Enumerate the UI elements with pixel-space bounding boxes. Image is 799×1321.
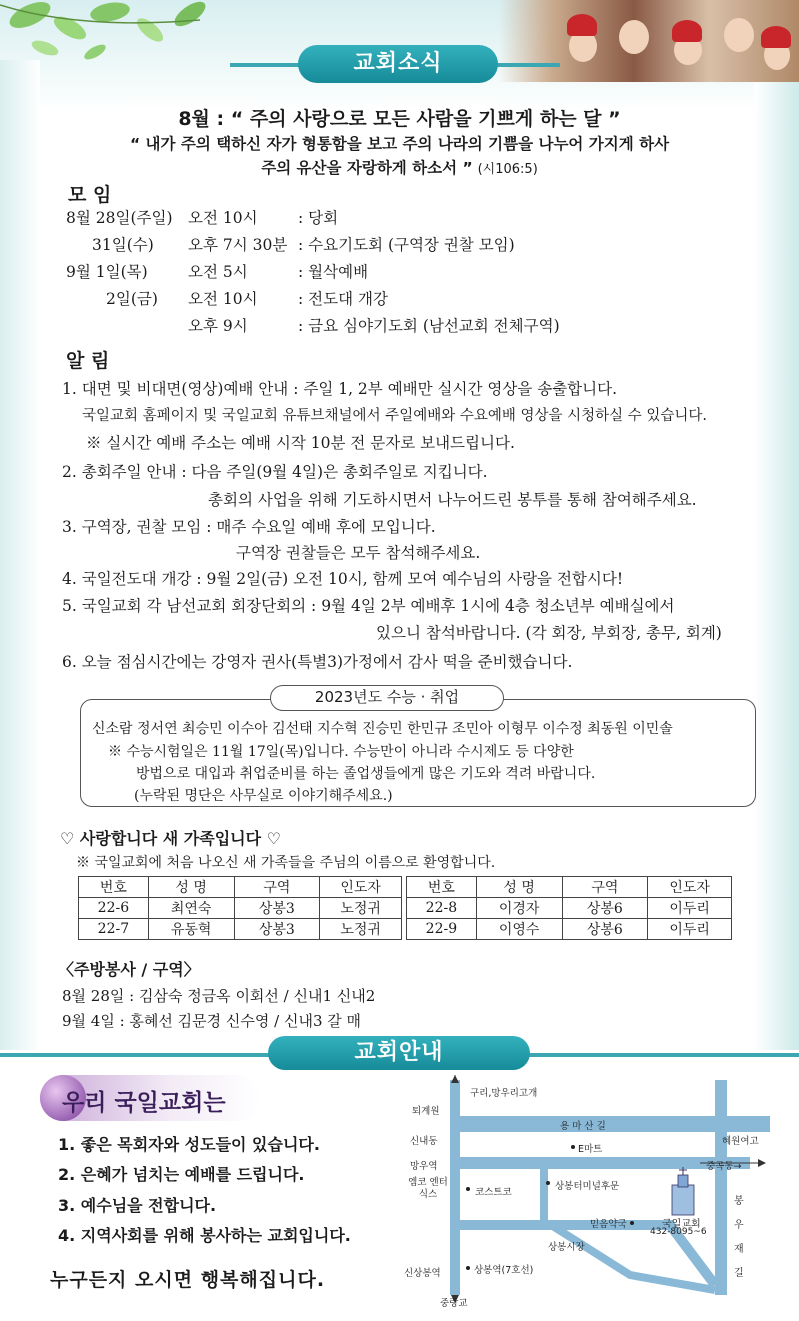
table-cell: 이영수: [476, 919, 562, 940]
meeting-date-1: 31일(수): [92, 236, 154, 254]
notice-line-4: 2. 총회주일 안내 : 다음 주일(9월 4일)은 총회주일로 지킵니다.: [62, 463, 488, 481]
table-cell: 상봉3: [234, 919, 320, 940]
map-church-phone: 432-8095~6: [650, 1227, 707, 1237]
theme-verse-reference: (시106:5): [477, 162, 538, 177]
table-row: [79, 919, 402, 940]
meeting-date-2: 9월 1일(목): [66, 263, 148, 281]
notice-line-7: 구역장 권찰들은 모두 참석해주세요.: [236, 544, 481, 562]
table-cell: 이두리: [648, 919, 732, 940]
table-header: 구역: [562, 877, 648, 898]
notice-line-11: 6. 오늘 점심시간에는 강영자 권사(특별3)가정에서 감사 떡을 준비했습니다.: [62, 653, 573, 671]
table-cell: 노정귀: [320, 898, 402, 919]
table-header: 성 명: [148, 877, 234, 898]
map-label: 상봉시장: [548, 1242, 585, 1253]
new-family-welcome: ※ 국일교회에 처음 나오신 새 가족들을 주님의 이름으로 환영합니다.: [76, 855, 496, 871]
meeting-event-2: : 월삭예배: [298, 263, 369, 281]
map-label: 상봉역(7호선): [474, 1265, 534, 1276]
map-label: 신내동: [410, 1136, 438, 1147]
table-header: 성 명: [476, 877, 562, 898]
table-cell: 노정귀: [320, 919, 402, 940]
table-header: 번호: [407, 877, 477, 898]
meeting-event-0: : 당회: [298, 209, 339, 227]
intro-item-4: 4. 지역사회를 위해 봉사하는 교회입니다.: [58, 1226, 351, 1245]
new-family-heading: ♡ 사랑합니다 새 가족입니다 ♡: [60, 829, 281, 848]
map-label: 퇴계원: [412, 1106, 440, 1117]
table-cell: 22-8: [407, 898, 477, 919]
meetings-heading: 모 임: [68, 184, 112, 206]
table-cell: 22-9: [407, 919, 477, 940]
location-map: [400, 1075, 770, 1309]
left-frame-decoration: [0, 60, 40, 1050]
map-label: 상봉터미널후문: [555, 1181, 620, 1192]
exam-note-line-3: (누락된 명단은 사무실로 이야기해주세요.): [134, 788, 393, 804]
notice-line-2: 국일교회 홈페이지 및 국일교회 유튜브채널에서 주일예배와 수요예배 영상을 시청하실 수 있습니다.: [82, 408, 707, 424]
notice-line-6: 3. 구역장, 권찰 모임 : 매주 수요일 예배 후에 모입니다.: [62, 518, 436, 536]
meeting-date-3: 2일(금): [106, 290, 158, 308]
map-label: 신상봉역: [404, 1268, 441, 1279]
church-building-icon: [672, 1167, 694, 1215]
intro-item-3: 3. 예수님을 전합니다.: [58, 1196, 217, 1215]
table-header: 구역: [234, 877, 320, 898]
right-frame-decoration: [754, 60, 799, 1050]
map-label: 코스트코: [475, 1187, 512, 1198]
table-row: [407, 898, 732, 919]
map-label: 중곡동→: [706, 1161, 742, 1172]
table-cell: 상봉6: [562, 898, 648, 919]
theme-verse-line-2: [0, 156, 799, 178]
table-cell: 이경자: [476, 898, 562, 919]
table-header: 번호: [79, 877, 149, 898]
meeting-time-1: 오후 7시 30분: [188, 236, 288, 254]
choir-photo: [499, 0, 799, 82]
kitchen-service-line-1: 8월 28일 : 김삼숙 정금옥 이회선 / 신내1 신내2: [62, 987, 376, 1005]
exam-note-line-2: 방법으로 대입과 취업준비를 하는 졸업생들에게 많은 기도와 격려 바랍니다.: [136, 766, 596, 782]
table-cell: 상봉6: [562, 919, 648, 940]
exam-note-line-1: ※ 수능시험일은 11월 17일(목)입니다. 수능만이 아니라 수시제도 등 다양한: [108, 744, 574, 760]
meeting-time-0: 오전 10시: [188, 209, 258, 227]
meeting-date-0: 8월 28일(주일): [66, 209, 173, 227]
meeting-time-2: 오전 5시: [188, 263, 248, 281]
monthly-theme-title: 8월 : “ 주의 사랑으로 모든 사람을 기쁘게 하는 달 ”: [178, 108, 621, 130]
notice-line-3: ※ 실시간 예배 주소는 예배 시작 10분 전 문자로 보내드립니다.: [86, 434, 515, 452]
map-label-top-road: 구리,망우리고개: [470, 1088, 538, 1099]
kitchen-service-line-2: 9월 4일 : 홍혜선 김문경 신수영 / 신내3 갈 매: [62, 1012, 362, 1030]
map-label: 망우역: [410, 1161, 438, 1172]
new-family-table-left: [78, 876, 402, 940]
notice-line-5: 총회의 사업을 위해 기도하시면서 나누어드린 봉투를 통해 참여해주세요.: [208, 491, 697, 509]
notices-heading: 알 림: [66, 350, 110, 372]
table-row: [79, 898, 402, 919]
table-cell: 22-6: [79, 898, 149, 919]
table-header: 인도자: [648, 877, 732, 898]
meeting-event-4: : 금요 심야기도회 (남선교회 전체구역): [298, 317, 560, 335]
leaves-decoration-icon: [0, 0, 230, 80]
map-label-yongmasan-road: 용 마 산 길: [560, 1121, 606, 1132]
map-label: 엠코 엔터식스: [408, 1177, 448, 1200]
table-cell: 상봉3: [234, 898, 320, 919]
meeting-event-3: : 전도대 개강: [298, 290, 388, 308]
new-family-table-right: [406, 876, 732, 940]
meeting-time-3: 오전 10시: [188, 290, 258, 308]
intro-slogan: 누구든지 오시면 행복해집니다.: [50, 1269, 326, 1291]
table-cell: 22-7: [79, 919, 149, 940]
map-label: 믿음약국: [590, 1219, 627, 1230]
table-cell: 최연숙: [148, 898, 234, 919]
map-label-bongujae-road: 봉 우 재 길: [734, 1196, 744, 1279]
map-label: E마트: [578, 1144, 603, 1155]
notice-line-10: 있으니 참석바랍니다. (각 회장, 부회장, 총무, 회계): [376, 624, 722, 642]
notice-line-8: 4. 국일전도대 개강 : 9월 2일(금) 오전 10시, 함께 모여 예수님의 사랑을 전합시다!: [62, 570, 624, 588]
table-cell: 이두리: [648, 898, 732, 919]
meeting-event-1: : 수요기도회 (구역장 권찰 모임): [298, 236, 515, 254]
table-row: [407, 919, 732, 940]
intro-item-1: 1. 좋은 목회자와 성도들이 있습니다.: [58, 1135, 320, 1154]
notice-line-9: 5. 국일교회 각 남선교회 회장단회의 : 9월 4일 2부 예배후 1시에 4층 청소년부 예배실에서: [62, 597, 675, 615]
theme-verse-line-1: “ 내가 주의 택하신 자가 형통함을 보고 주의 나라의 기쁨을 나누어 가지게 하사: [129, 135, 670, 153]
map-church-label: 국일교회: [662, 1219, 701, 1230]
kitchen-service-heading: 〈주방봉사 / 구역〉: [58, 960, 200, 979]
theme-verse-text: 주의 유산을 자랑하게 하소서 ”: [261, 159, 473, 177]
section-title-church-info: 교회안내: [268, 1036, 530, 1070]
map-label: 중랑교: [440, 1298, 468, 1309]
table-header: 인도자: [320, 877, 402, 898]
intro-item-2: 2. 은혜가 넘치는 예배를 드립니다.: [58, 1165, 305, 1184]
map-label: 혜원여고: [722, 1136, 759, 1147]
table-cell: 유동혁: [148, 919, 234, 940]
section-title-church-news: 교회소식: [298, 45, 498, 83]
exam-student-names: 신소람 정서연 최승민 이수아 김선태 지수혁 진승민 한민규 조민아 이형무 이수정 최동원 이민솔: [92, 721, 673, 737]
meeting-time-4: 오후 9시: [188, 317, 248, 335]
intro-title: 우리 국일교회는: [62, 1090, 226, 1116]
notice-line-1: 1. 대면 및 비대면(영상)예배 안내 : 주일 1, 2부 예배만 실시간 영상을 송출합니다.: [62, 380, 618, 398]
exam-box-title: 2023년도 수능 · 취업: [270, 685, 504, 711]
